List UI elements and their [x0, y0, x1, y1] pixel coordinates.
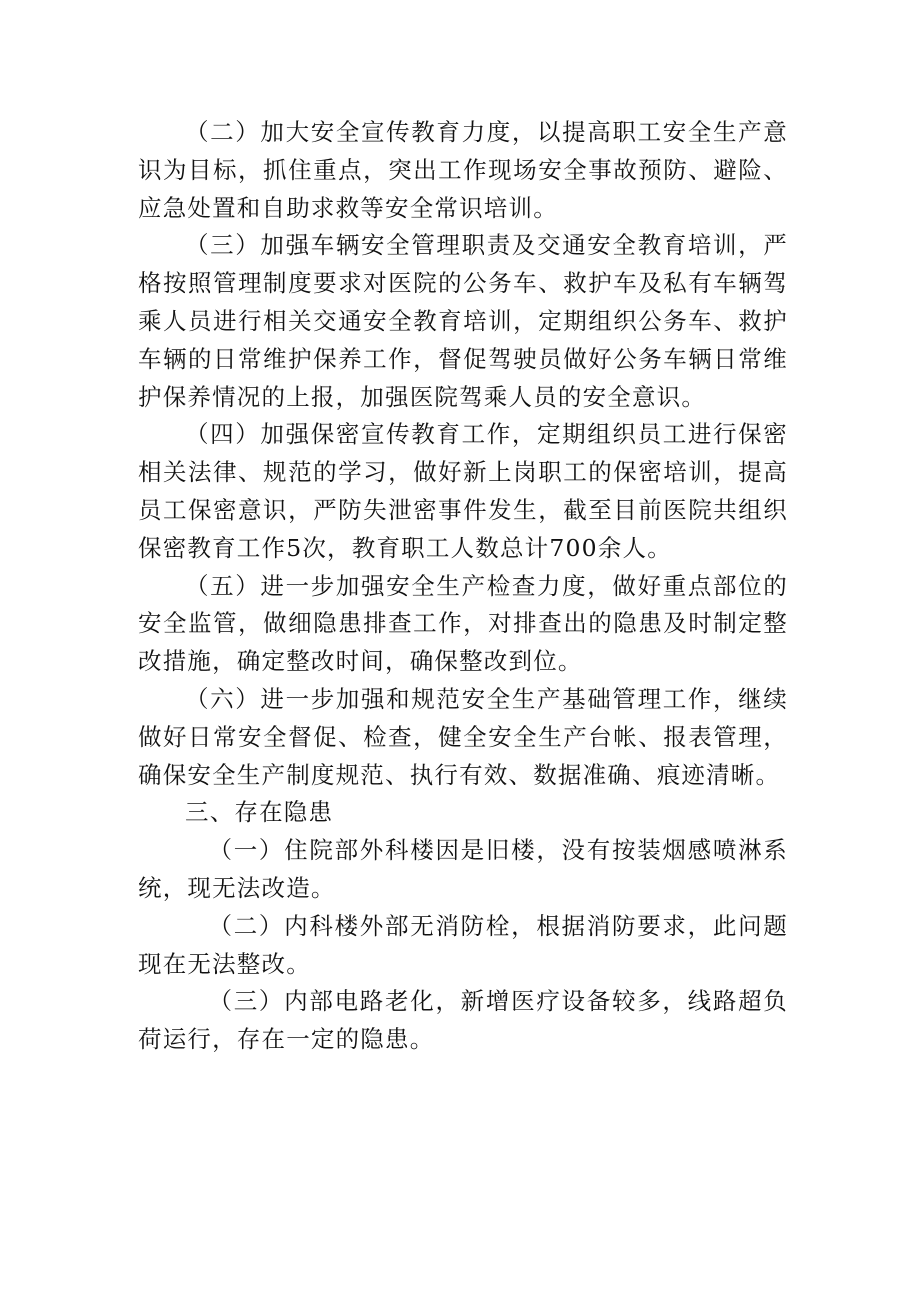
issue-electrical-aging: （三）内部电路老化，新增医疗设备较多，线路超负荷运行，存在一定的隐患。 [138, 987, 788, 1054]
document-body [138, 114, 788, 1059]
issue-surgical-building: （一）住院部外科楼因是旧楼，没有按装烟感喷淋系统，现无法改造。 [138, 836, 788, 902]
paragraph-confidentiality: （四）加强保密宣传教育工作，定期组织员工进行保密相关法律、规范的学习，做好新上岗职工的保密培训，提高员工保密意识，严防失泄密事件发生，截至目前医院共组织保密教育工作5次，教育职工人数总计700余人。 [138, 420, 788, 562]
paragraph-safety-education: （二）加大安全宣传教育力度，以提高职工安全生产意识为目标，抓住重点，突出工作现场安全事故预防、避险、应急处置和自助求救等安全常识培训。 [138, 118, 788, 222]
paragraph-basic-management: （六）进一步加强和规范安全生产基础管理工作，继续做好日常安全督促、检查，健全安全生产台帐、报表管理，确保安全生产制度规范、执行有效、数据准确、痕迹清晰。 [138, 684, 788, 789]
paragraph-inspection: （五）进一步加强安全生产检查力度，做好重点部位的安全监管，做细隐患排查工作，对排查出的隐患及时制定整改措施，确定整改时间，确保整改到位。 [138, 571, 788, 676]
section-heading-hazards: 三、存在隐患 [185, 798, 334, 827]
issue-fire-hydrant: （二）内科楼外部无消防栓，根据消防要求，此问题现在无法整改。 [138, 911, 788, 978]
paragraph-vehicle-safety: （三）加强车辆安全管理职责及交通安全教育培训，严格按照管理制度要求对医院的公务车、救护车及私有车辆驾乘人员进行相关交通安全教育培训，定期组织公务车、救护车辆的日常维护保养工作，督促驾驶员做好公务车辆日常维护保养情况的上报，加强医院驾乘人员的安全意识。 [138, 231, 788, 411]
